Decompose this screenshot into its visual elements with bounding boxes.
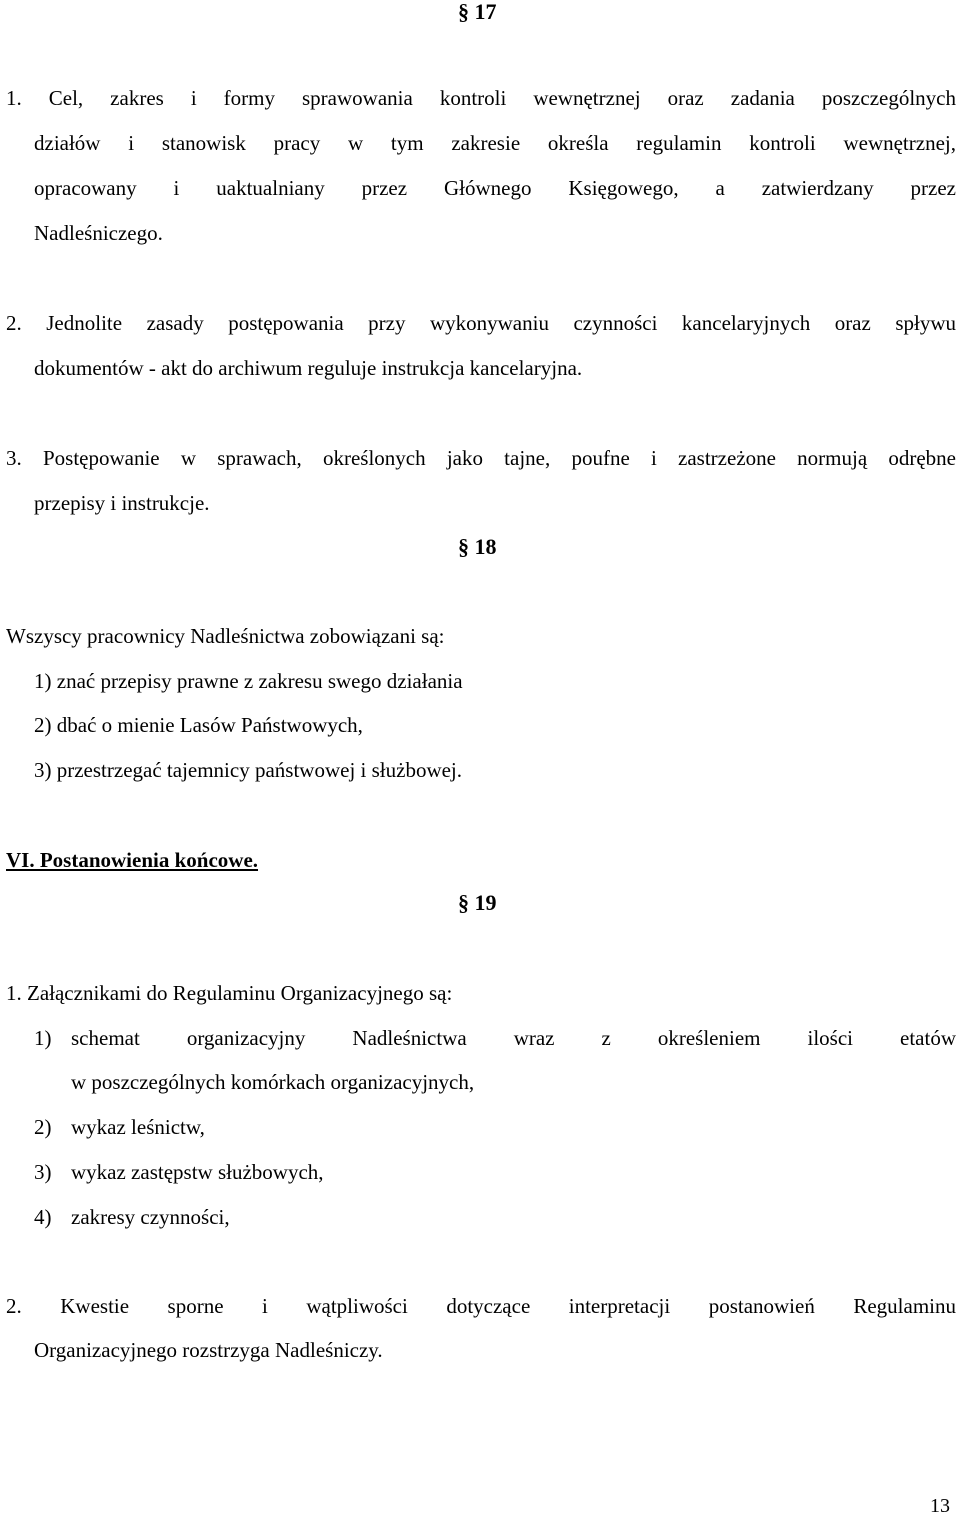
page-number: 13 bbox=[930, 1495, 950, 1517]
paragraph-line: 2. Jednolite zasady postępowania przy wykonywaniu czynności kancelaryjnych oraz spływu bbox=[6, 311, 956, 335]
section-17-heading: § 17 bbox=[458, 0, 497, 24]
paragraph-line: Nadleśniczego. bbox=[34, 221, 163, 245]
paragraph-line: przepisy i instrukcje. bbox=[34, 491, 210, 515]
list-item-text: w poszczególnych komórkach organizacyjnych, bbox=[71, 1070, 475, 1094]
list-item-text: schemat organizacyjny Nadleśnictwa wraz z określeniem ilości etatów bbox=[71, 1026, 956, 1050]
paragraph-line: 2. Kwestie sporne i wątpliwości dotyczące interpretacji postanowień Regulaminu bbox=[6, 1294, 956, 1318]
list-item-text: zakresy czynności, bbox=[71, 1205, 230, 1229]
list-item: 2) dbać o mienie Lasów Państwowych, bbox=[34, 713, 363, 737]
attachments-intro: 1. Załącznikami do Regulaminu Organizacyjnego są: bbox=[6, 981, 453, 1005]
paragraph-line: 3. Postępowanie w sprawach, określonych jako tajne, poufne i zastrzeżone normują odrębne bbox=[6, 446, 956, 470]
chapter-heading: VI. Postanowienia końcowe. bbox=[6, 848, 259, 872]
paragraph-line: opracowany i uaktualniany przez Głównego Księgowego, a zatwierdzany przez bbox=[34, 176, 956, 200]
paragraph-line: Organizacyjnego rozstrzyga Nadleśniczy. bbox=[34, 1338, 383, 1362]
list-item: 3) przestrzegać tajemnicy państwowej i służbowej. bbox=[34, 758, 463, 782]
paragraph-line: 1. Cel, zakres i formy sprawowania kontroli wewnętrznej oraz zadania poszczególnych bbox=[6, 86, 956, 110]
list-item-number: 2) bbox=[34, 1115, 52, 1139]
list-item-text: wykaz leśnictw, bbox=[71, 1115, 205, 1139]
obligations-intro: Wszyscy pracownicy Nadleśnictwa zobowiązani są: bbox=[6, 624, 445, 648]
list-item: 1) znać przepisy prawne z zakresu swego działania bbox=[34, 669, 463, 693]
paragraph-line: dokumentów - akt do archiwum reguluje instrukcja kancelaryjna. bbox=[34, 356, 583, 380]
paragraph-line: działów i stanowisk pracy w tym zakresie określa regulamin kontroli wewnętrznej, bbox=[34, 131, 956, 155]
list-item-number: 3) bbox=[34, 1160, 52, 1184]
section-18-heading: § 18 bbox=[458, 534, 497, 559]
section-19-heading: § 19 bbox=[458, 890, 497, 915]
list-item-text: wykaz zastępstw służbowych, bbox=[71, 1160, 324, 1184]
list-item-number: 1) bbox=[34, 1026, 52, 1050]
list-item-number: 4) bbox=[34, 1205, 52, 1229]
